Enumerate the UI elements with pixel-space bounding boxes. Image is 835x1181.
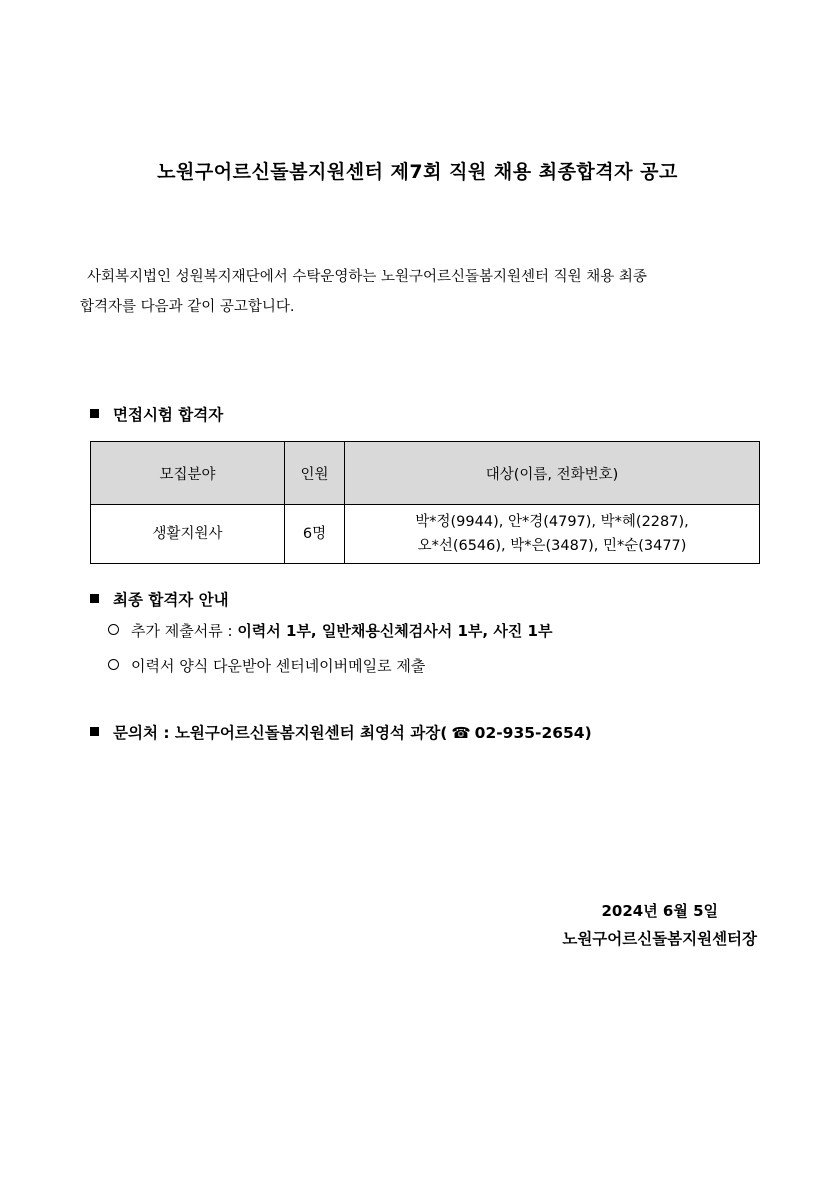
- circle-bullet-icon: [108, 659, 119, 670]
- table-header-row: [91, 442, 760, 505]
- phone-icon: ☎: [451, 724, 471, 742]
- item-prefix: 추가 제출서류 :: [131, 622, 238, 640]
- circle-bullet-icon: [108, 624, 119, 635]
- item-text: 이력서 양식 다운받아 센터네이버메일로 제출: [131, 657, 426, 675]
- section-interview-heading: [90, 403, 223, 425]
- square-bullet-icon: [90, 727, 99, 736]
- header-count: 인원: [285, 442, 345, 505]
- announcement-date: 2024년 6월 5일: [601, 902, 718, 920]
- cell-count: 6명: [285, 505, 345, 564]
- square-bullet-icon: [90, 594, 99, 603]
- results-table: [90, 441, 760, 564]
- intro-paragraph: [80, 262, 780, 322]
- cell-targets: [345, 505, 760, 564]
- section-heading-text: 면접시험 합격자: [113, 406, 224, 424]
- square-bullet-icon: [90, 409, 99, 418]
- list-item: [108, 655, 425, 676]
- section-heading-text: 최종 합격자 안내: [113, 591, 229, 609]
- page-title: 노원구어르신돌봄지원센터 제7회 직원 채용 최종합격자 공고: [157, 161, 678, 183]
- list-item: [108, 620, 552, 641]
- cell-field: 생활지원사: [91, 505, 285, 564]
- item-emphasis: 이력서 1부, 일반채용신체검사서 1부, 사진 1부: [237, 622, 553, 640]
- header-field: 모집분야: [91, 442, 285, 505]
- section-contact: [90, 721, 592, 743]
- intro-line-1: 사회복지법인 성원복지재단에서 수탁운영하는 노원구어르신돌봄지원센터 직원 채용 최종: [87, 269, 647, 285]
- section-final-heading: [90, 588, 229, 610]
- targets-line-2: 오*선(6546), 박*은(3487), 민*순(3477): [417, 538, 687, 554]
- contact-prefix: 문의처 : 노원구어르신돌봄지원센터 최영석 과장(: [113, 724, 448, 742]
- intro-line-2: 합격자를 다음과 같이 공고합니다.: [80, 299, 295, 315]
- table-row: [91, 505, 760, 564]
- targets-line-1: 박*정(9944), 안*경(4797), 박*혜(2287),: [415, 514, 689, 530]
- header-targets: 대상(이름, 전화번호): [345, 442, 760, 505]
- signer: 노원구어르신돌봄지원센터장: [562, 930, 757, 948]
- contact-phone: 02-935-2654): [474, 724, 592, 742]
